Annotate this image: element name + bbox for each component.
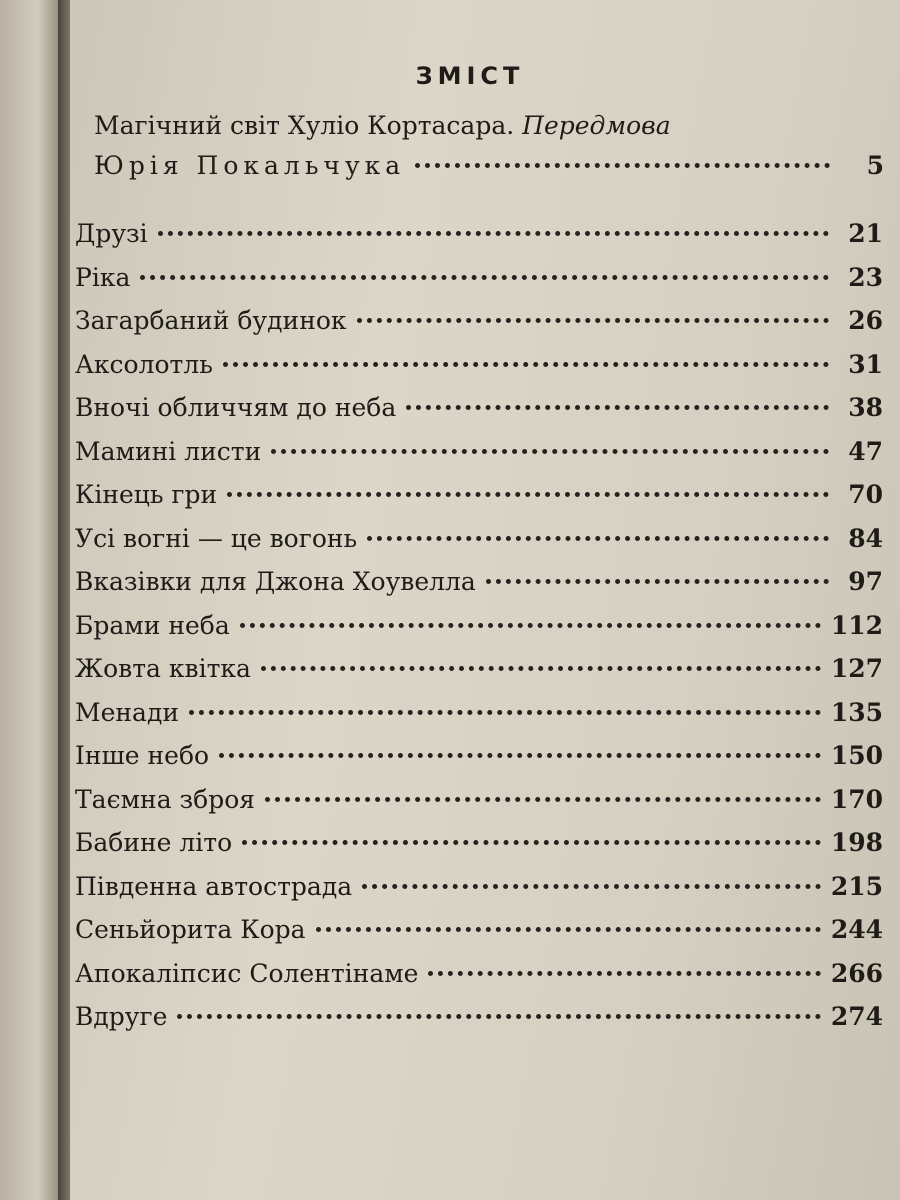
entry-title: Аксолотль	[75, 349, 213, 379]
toc-entry	[75, 908, 883, 952]
toc-entry	[75, 778, 883, 822]
entry-title: Кінець гри	[75, 480, 218, 509]
dot-leader	[140, 275, 829, 280]
page-number: 97	[848, 567, 883, 596]
dot-leader	[223, 362, 829, 367]
dot-leader	[428, 971, 820, 976]
dot-leader	[406, 405, 829, 410]
preface-line-1	[94, 108, 884, 144]
entry-title: Вночі обличчям до неба	[75, 393, 397, 422]
page-number: 21	[848, 219, 883, 248]
page-number: 112	[830, 610, 883, 640]
page-number: 31	[848, 349, 883, 379]
preface-line-2	[94, 144, 884, 188]
page-number: 274	[830, 1002, 883, 1031]
entry-title: Ріка	[75, 262, 131, 292]
toc-list	[75, 212, 883, 1039]
page-number: 170	[830, 784, 883, 814]
entry-title: Мамині листи	[75, 436, 262, 466]
entry-title: Менади	[75, 697, 180, 727]
dot-leader	[242, 840, 821, 845]
toc-entry	[75, 430, 883, 474]
page-number: 244	[830, 915, 883, 944]
dot-leader	[265, 797, 821, 802]
entry-title: Бабине літо	[75, 828, 233, 857]
page-number: 266	[830, 958, 883, 988]
entry-title: Загарбаний будинок	[75, 306, 347, 335]
entry-title: Вдруге	[75, 1002, 168, 1031]
toc-entry	[75, 560, 883, 604]
toc-entry	[75, 386, 883, 430]
dot-leader	[367, 536, 829, 541]
toc-entry	[75, 995, 883, 1039]
dot-leader	[219, 753, 821, 758]
toc-entry	[75, 604, 883, 648]
page-number: 198	[830, 828, 883, 857]
toc-entry	[75, 517, 883, 561]
preface-label: Передмова	[522, 111, 671, 140]
preface-title: Магічний світ Хуліо Кортасара.	[94, 111, 515, 140]
toc-entry-preface	[94, 108, 884, 188]
toc-entry	[75, 256, 883, 300]
facing-page-edge	[0, 0, 62, 1200]
toc-entry	[75, 212, 883, 256]
entry-title: Брами неба	[75, 610, 230, 640]
dot-leader	[271, 449, 829, 454]
page-number: 47	[848, 436, 883, 466]
contents-page	[70, 0, 900, 1200]
dot-leader	[177, 1014, 820, 1019]
entry-title: Інше небо	[75, 741, 210, 770]
entry-title: Друзі	[75, 219, 148, 248]
dot-leader	[227, 492, 829, 497]
page-number: 84	[848, 523, 883, 553]
toc-entry	[75, 734, 883, 778]
page-number: 150	[830, 741, 883, 770]
dot-leader	[362, 884, 821, 889]
page-number: 70	[848, 480, 883, 509]
entry-title: Таємна зброя	[75, 784, 256, 814]
toc-entry	[75, 299, 883, 343]
page-number: 38	[848, 393, 883, 422]
toc-entry	[75, 473, 883, 517]
entry-title: Усі вогні — це вогонь	[75, 523, 358, 553]
preface-author: Юрія Покальчука	[94, 151, 406, 180]
page-number: 23	[848, 262, 883, 292]
toc-entry	[75, 952, 883, 996]
dot-leader	[316, 927, 821, 932]
toc-entry	[75, 691, 883, 735]
page-number: 127	[830, 654, 883, 683]
entry-title: Сеньйорита Кора	[75, 915, 306, 944]
page-number: 135	[830, 697, 883, 727]
dot-leader	[158, 231, 829, 236]
dot-leader	[240, 623, 821, 628]
toc-entry	[75, 821, 883, 865]
page-number: 26	[848, 306, 883, 335]
page-title: ЗМІСТ	[415, 62, 525, 90]
dot-leader	[415, 163, 830, 168]
page-number: 5	[866, 151, 884, 180]
dot-leader	[486, 579, 829, 584]
toc-entry	[75, 865, 883, 909]
toc-entry	[75, 343, 883, 387]
entry-title: Апокаліпсис Солентінаме	[75, 958, 419, 988]
entry-title: Вказівки для Джона Хоувелла	[75, 567, 476, 596]
page-number: 215	[830, 871, 883, 901]
entry-title: Жовта квітка	[75, 654, 251, 683]
dot-leader	[261, 666, 821, 671]
entry-title: Південна автострада	[75, 871, 353, 901]
toc-entry	[75, 647, 883, 691]
dot-leader	[189, 710, 821, 715]
dot-leader	[357, 318, 829, 323]
